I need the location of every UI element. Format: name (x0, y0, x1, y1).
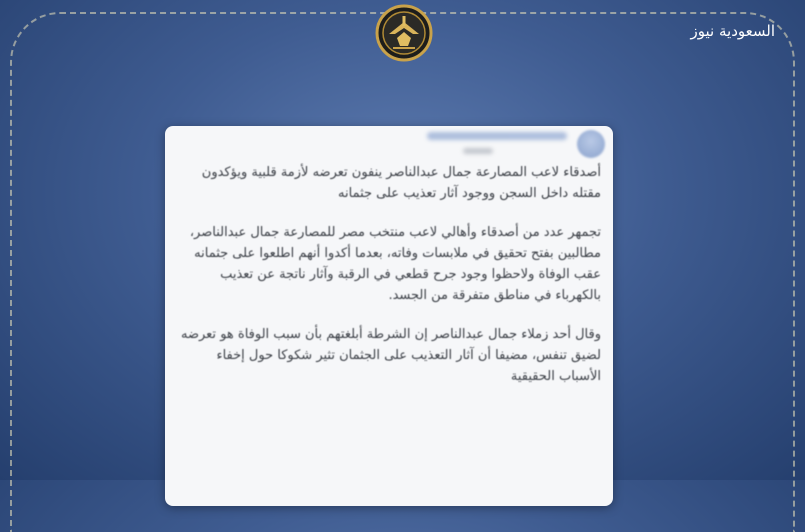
post-paragraph-2: تجمهر عدد من أصدقاء وأهالي لاعب منتخب مصر للمصارعة جمال عبدالناصر، مطالبين بفتح تحقيق في ملابسات وفاته، بعدما أكدوا أنهم اطلعوا على جثمانه عقب الوفاة ولاحظوا وجود جرح قطعي في الرقبة وآثار ناتجة عن تعذيب بالكهرباء في مناطق متفرقة من الجسد. (189, 225, 601, 303)
post-paragraph-1: أصدقاء لاعب المصارعة جمال عبدالناصر ينفون تعرضه لأزمة قلبية ويؤكدون مقتله داخل السجن ووجود آثار تعذيب على جثمانه (201, 165, 601, 201)
post-header (165, 126, 613, 162)
brand-name: السعودية نيوز (690, 22, 775, 40)
post-meta-blurred (463, 148, 493, 154)
author-name-blurred (427, 132, 567, 140)
post-paragraph-3: وقال أحد زملاء جمال عبدالناصر إن الشرطة أبلغتهم بأن سبب الوفاة هو تعرضه لضيق تنفس، مضيفا أن آثار التعذيب على الجثمان تثير شكوكا حول إخفاء الأسباب الحقيقية (180, 327, 601, 384)
police-emblem-icon (375, 4, 433, 62)
post-body (179, 162, 601, 405)
avatar (577, 130, 605, 158)
social-post-card (165, 126, 613, 506)
